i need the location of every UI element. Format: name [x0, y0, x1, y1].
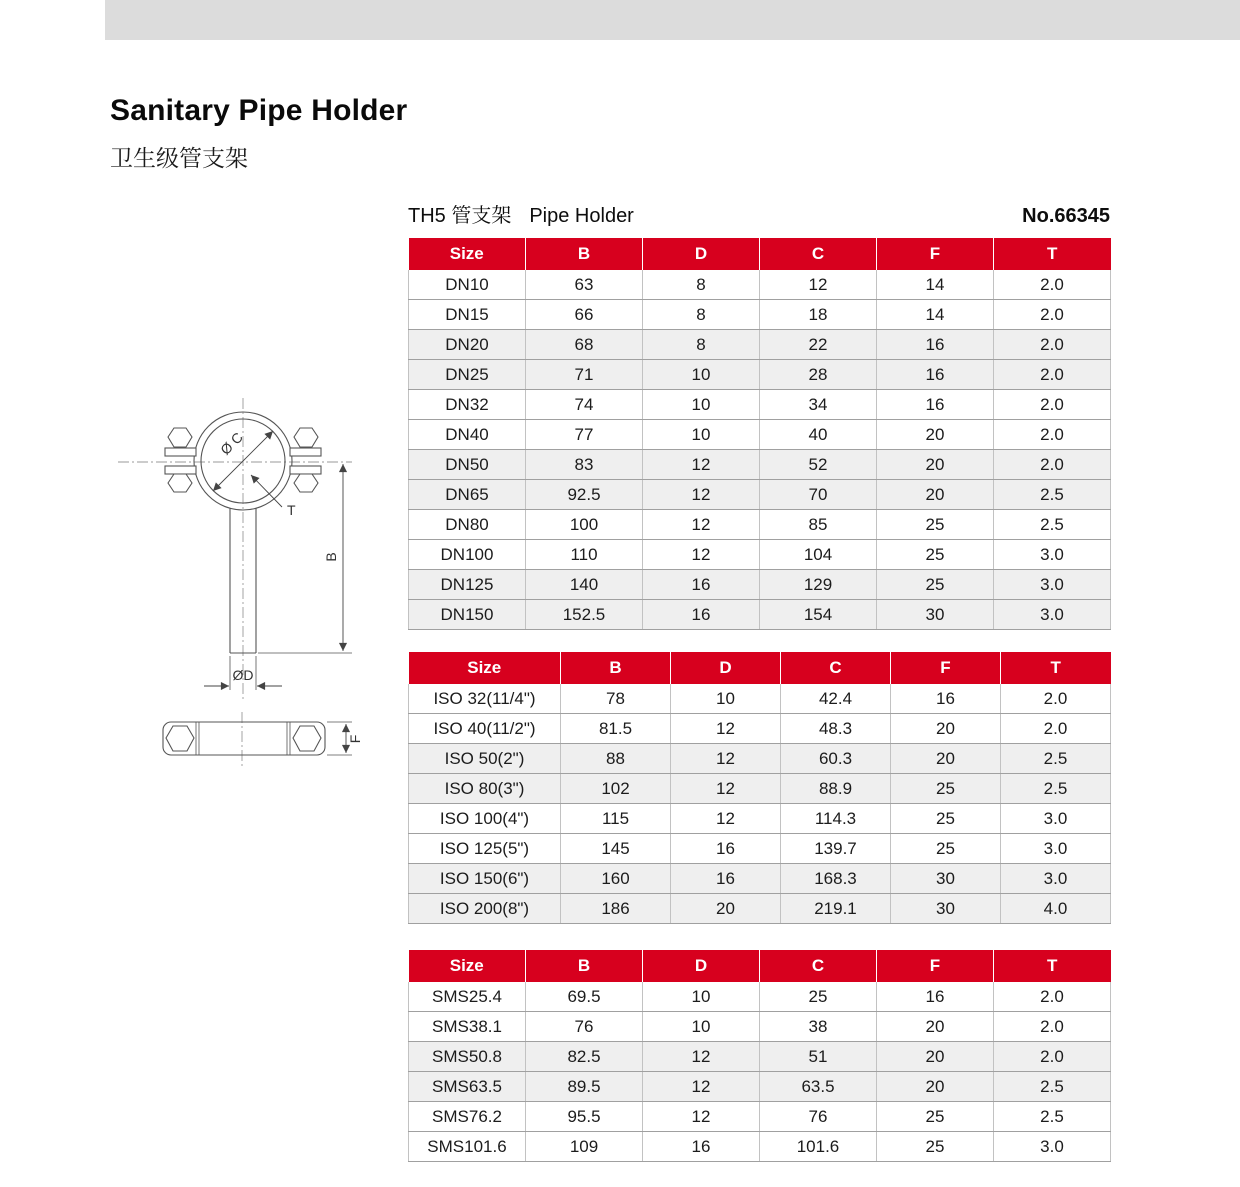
size-cell: SMS101.6 [409, 1132, 526, 1162]
right-bolt-top-nut [294, 428, 318, 447]
value-cell: 16 [891, 684, 1001, 714]
value-cell: 16 [643, 570, 760, 600]
value-cell: 38 [760, 1012, 877, 1042]
value-cell: 20 [671, 894, 781, 924]
product-header-row [408, 199, 1110, 228]
table-row [409, 330, 1111, 360]
left-bolt-bottom-nut [168, 474, 192, 492]
size-cell: DN65 [409, 480, 526, 510]
value-cell: 20 [877, 1012, 994, 1042]
value-cell: 30 [891, 864, 1001, 894]
table-row [409, 450, 1111, 480]
size-cell: DN40 [409, 420, 526, 450]
pipe-holder-technical-drawing [95, 390, 390, 805]
value-cell: 34 [760, 390, 877, 420]
value-cell: 3.0 [994, 600, 1111, 630]
right-ear-top-flange [290, 448, 321, 456]
column-header: T [994, 238, 1111, 270]
value-cell: 25 [891, 834, 1001, 864]
value-cell: 63.5 [760, 1072, 877, 1102]
header-row [409, 950, 1111, 982]
value-cell: 12 [643, 540, 760, 570]
value-cell: 12 [643, 510, 760, 540]
column-header: Size [409, 652, 561, 684]
column-header: B [561, 652, 671, 684]
size-cell: ISO 200(8") [409, 894, 561, 924]
table-row [409, 1012, 1111, 1042]
value-cell: 3.0 [1001, 864, 1111, 894]
value-cell: 101.6 [760, 1132, 877, 1162]
value-cell: 2.0 [994, 390, 1111, 420]
value-cell: 60.3 [781, 744, 891, 774]
value-cell: 69.5 [526, 982, 643, 1012]
table-row [409, 1042, 1111, 1072]
value-cell: 100 [526, 510, 643, 540]
table-row [409, 270, 1111, 300]
value-cell: 3.0 [1001, 834, 1111, 864]
table-row [409, 894, 1111, 924]
value-cell: 22 [760, 330, 877, 360]
value-cell: 114.3 [781, 804, 891, 834]
value-cell: 25 [891, 804, 1001, 834]
value-cell: 81.5 [561, 714, 671, 744]
value-cell: 92.5 [526, 480, 643, 510]
size-cell: ISO 80(3") [409, 774, 561, 804]
bottom-view-right-hex-bolt [293, 726, 321, 751]
value-cell: 25 [877, 1102, 994, 1132]
column-header: D [671, 652, 781, 684]
value-cell: 10 [643, 390, 760, 420]
value-cell: 2.5 [994, 1102, 1111, 1132]
value-cell: 2.0 [994, 300, 1111, 330]
value-cell: 12 [760, 270, 877, 300]
table-row [409, 744, 1111, 774]
table-row [409, 982, 1111, 1012]
value-cell: 12 [671, 744, 781, 774]
value-cell: 76 [526, 1012, 643, 1042]
product-name: Pipe Holder [529, 205, 634, 227]
size-cell: DN125 [409, 570, 526, 600]
column-header: F [877, 950, 994, 982]
table-row [409, 570, 1111, 600]
value-cell: 2.0 [994, 360, 1111, 390]
value-cell: 2.5 [994, 480, 1111, 510]
table-row [409, 1072, 1111, 1102]
value-cell: 95.5 [526, 1102, 643, 1132]
table-row [409, 360, 1111, 390]
value-cell: 2.0 [994, 420, 1111, 450]
value-cell: 186 [561, 894, 671, 924]
value-cell: 20 [877, 1042, 994, 1072]
value-cell: 16 [877, 360, 994, 390]
left-bolt-top-nut [168, 428, 192, 447]
table-row [409, 804, 1111, 834]
right-ear-bottom-flange [290, 466, 321, 474]
value-cell: 2.5 [994, 510, 1111, 540]
value-cell: 16 [643, 600, 760, 630]
table-row [409, 714, 1111, 744]
spec-table [408, 652, 1111, 924]
value-cell: 42.4 [781, 684, 891, 714]
value-cell: 2.0 [994, 450, 1111, 480]
value-cell: 12 [643, 1072, 760, 1102]
value-cell: 8 [643, 270, 760, 300]
value-cell: 16 [671, 864, 781, 894]
value-cell: 2.5 [1001, 744, 1111, 774]
column-header: Size [409, 950, 526, 982]
size-cell: DN50 [409, 450, 526, 480]
column-header: C [781, 652, 891, 684]
value-cell: 18 [760, 300, 877, 330]
size-cell: DN100 [409, 540, 526, 570]
value-cell: 70 [760, 480, 877, 510]
size-cell: DN15 [409, 300, 526, 330]
dim-label-f: F [347, 734, 363, 744]
value-cell: 10 [643, 982, 760, 1012]
page-subtitle-chinese: 卫生级管支架 [110, 145, 248, 171]
value-cell: 82.5 [526, 1042, 643, 1072]
column-header: F [877, 238, 994, 270]
size-cell: DN32 [409, 390, 526, 420]
size-cell: DN20 [409, 330, 526, 360]
value-cell: 16 [643, 1132, 760, 1162]
value-cell: 2.5 [994, 1072, 1111, 1102]
spec-table-sms [408, 950, 1110, 1162]
value-cell: 20 [877, 420, 994, 450]
value-cell: 16 [877, 982, 994, 1012]
value-cell: 20 [891, 714, 1001, 744]
value-cell: 89.5 [526, 1072, 643, 1102]
value-cell: 102 [561, 774, 671, 804]
value-cell: 152.5 [526, 600, 643, 630]
column-header: C [760, 950, 877, 982]
table-row [409, 300, 1111, 330]
value-cell: 110 [526, 540, 643, 570]
table-row [409, 600, 1111, 630]
value-cell: 2.5 [1001, 774, 1111, 804]
value-cell: 12 [671, 774, 781, 804]
table-row [409, 390, 1111, 420]
value-cell: 25 [877, 540, 994, 570]
value-cell: 14 [877, 300, 994, 330]
value-cell: 12 [643, 450, 760, 480]
left-ear-top-flange [165, 448, 196, 456]
column-header: Size [409, 238, 526, 270]
size-cell: ISO 100(4") [409, 804, 561, 834]
column-header: C [760, 238, 877, 270]
value-cell: 16 [877, 390, 994, 420]
value-cell: 109 [526, 1132, 643, 1162]
value-cell: 4.0 [1001, 894, 1111, 924]
value-cell: 12 [643, 1102, 760, 1132]
value-cell: 2.0 [994, 982, 1111, 1012]
value-cell: 12 [671, 804, 781, 834]
value-cell: 48.3 [781, 714, 891, 744]
value-cell: 10 [643, 360, 760, 390]
value-cell: 3.0 [1001, 804, 1111, 834]
spec-table-dn [408, 238, 1110, 630]
table-row [409, 420, 1111, 450]
size-cell: SMS38.1 [409, 1012, 526, 1042]
product-model: TH5 管支架 [408, 205, 512, 227]
value-cell: 10 [643, 1012, 760, 1042]
size-cell: DN25 [409, 360, 526, 390]
size-cell: DN10 [409, 270, 526, 300]
value-cell: 160 [561, 864, 671, 894]
value-cell: 8 [643, 330, 760, 360]
value-cell: 85 [760, 510, 877, 540]
value-cell: 104 [760, 540, 877, 570]
value-cell: 30 [891, 894, 1001, 924]
value-cell: 28 [760, 360, 877, 390]
page-title: Sanitary Pipe Holder [110, 94, 408, 127]
value-cell: 154 [760, 600, 877, 630]
value-cell: 2.0 [994, 330, 1111, 360]
value-cell: 12 [643, 1042, 760, 1072]
size-cell: DN150 [409, 600, 526, 630]
value-cell: 25 [877, 1132, 994, 1162]
value-cell: 76 [760, 1102, 877, 1132]
value-cell: 88 [561, 744, 671, 774]
value-cell: 2.0 [1001, 684, 1111, 714]
value-cell: 2.0 [994, 1012, 1111, 1042]
value-cell: 68 [526, 330, 643, 360]
table-row [409, 774, 1111, 804]
value-cell: 2.0 [1001, 714, 1111, 744]
value-cell: 12 [643, 480, 760, 510]
table-row [409, 540, 1111, 570]
value-cell: 129 [760, 570, 877, 600]
dim-leader-t [251, 475, 282, 507]
value-cell: 88.9 [781, 774, 891, 804]
value-cell: 30 [877, 600, 994, 630]
value-cell: 168.3 [781, 864, 891, 894]
value-cell: 74 [526, 390, 643, 420]
size-cell: SMS76.2 [409, 1102, 526, 1132]
value-cell: 77 [526, 420, 643, 450]
size-cell: ISO 40(11/2") [409, 714, 561, 744]
value-cell: 2.0 [994, 270, 1111, 300]
value-cell: 52 [760, 450, 877, 480]
table-row [409, 864, 1111, 894]
header-row [409, 652, 1111, 684]
size-cell: SMS25.4 [409, 982, 526, 1012]
column-header: F [891, 652, 1001, 684]
value-cell: 3.0 [994, 1132, 1111, 1162]
value-cell: 83 [526, 450, 643, 480]
value-cell: 20 [877, 450, 994, 480]
product-number: No.66345 [1022, 205, 1110, 227]
value-cell: 20 [877, 1072, 994, 1102]
value-cell: 40 [760, 420, 877, 450]
value-cell: 3.0 [994, 540, 1111, 570]
bottom-view-left-hex-bolt [166, 726, 194, 751]
column-header: D [643, 238, 760, 270]
bottom-view-joint-lines [196, 722, 290, 755]
table-row [409, 684, 1111, 714]
value-cell: 25 [877, 510, 994, 540]
value-cell: 3.0 [994, 570, 1111, 600]
spec-table [408, 950, 1111, 1162]
table-row [409, 834, 1111, 864]
value-cell: 20 [877, 480, 994, 510]
table-row [409, 510, 1111, 540]
value-cell: 145 [561, 834, 671, 864]
dim-label-t: T [287, 502, 296, 518]
table-row [409, 1102, 1111, 1132]
right-bolt-bottom-nut [294, 474, 318, 492]
value-cell: 25 [891, 774, 1001, 804]
dim-label-b: B [323, 552, 339, 562]
column-header: B [526, 238, 643, 270]
size-cell: ISO 50(2") [409, 744, 561, 774]
value-cell: 10 [643, 420, 760, 450]
table-row [409, 1132, 1111, 1162]
column-header: D [643, 950, 760, 982]
size-cell: ISO 150(6") [409, 864, 561, 894]
size-cell: ISO 125(5") [409, 834, 561, 864]
top-decorative-bar [105, 0, 1240, 40]
value-cell: 78 [561, 684, 671, 714]
value-cell: 8 [643, 300, 760, 330]
value-cell: 2.0 [994, 1042, 1111, 1072]
spec-table-iso [408, 652, 1110, 924]
spec-table [408, 238, 1111, 630]
size-cell: DN80 [409, 510, 526, 540]
value-cell: 12 [671, 714, 781, 744]
column-header: T [1001, 652, 1111, 684]
size-cell: SMS63.5 [409, 1072, 526, 1102]
value-cell: 25 [877, 570, 994, 600]
table-row [409, 480, 1111, 510]
value-cell: 71 [526, 360, 643, 390]
value-cell: 140 [526, 570, 643, 600]
dim-label-c: Ø C [217, 429, 246, 458]
value-cell: 115 [561, 804, 671, 834]
value-cell: 25 [760, 982, 877, 1012]
value-cell: 20 [891, 744, 1001, 774]
value-cell: 51 [760, 1042, 877, 1072]
dim-label-d: ØD [232, 667, 254, 683]
value-cell: 139.7 [781, 834, 891, 864]
column-header: T [994, 950, 1111, 982]
value-cell: 66 [526, 300, 643, 330]
value-cell: 14 [877, 270, 994, 300]
column-header: B [526, 950, 643, 982]
value-cell: 63 [526, 270, 643, 300]
value-cell: 16 [877, 330, 994, 360]
value-cell: 10 [671, 684, 781, 714]
size-cell: ISO 32(11/4") [409, 684, 561, 714]
value-cell: 16 [671, 834, 781, 864]
size-cell: SMS50.8 [409, 1042, 526, 1072]
header-row [409, 238, 1111, 270]
left-ear-bottom-flange [165, 466, 196, 474]
value-cell: 219.1 [781, 894, 891, 924]
